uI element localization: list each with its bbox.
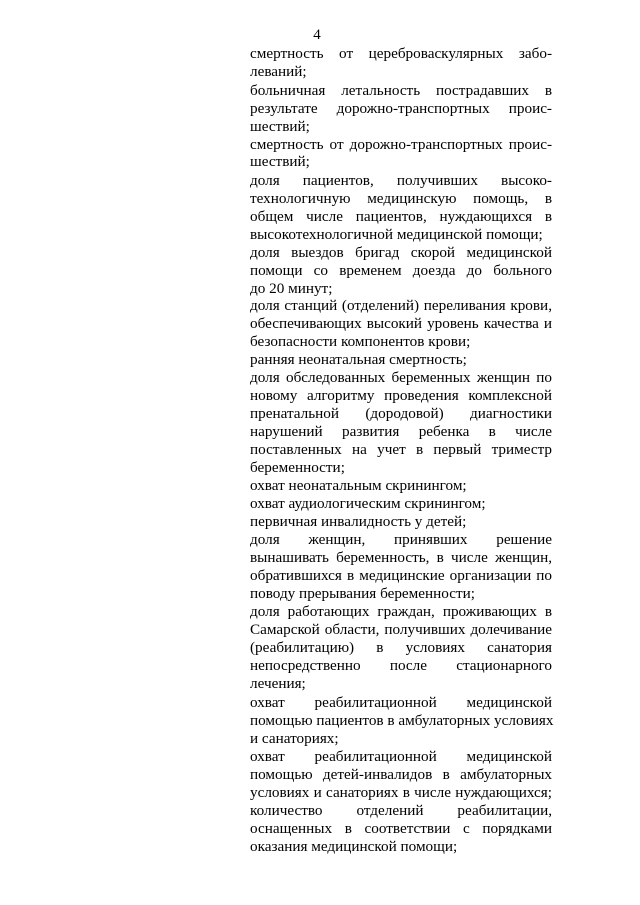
text-line: помощью детей-инвалидов в амбулаторных (250, 766, 552, 783)
text-line: Самарской области, получивших долечивание (250, 621, 552, 638)
text-line: смертность от дорожно-транспортных проис- (250, 136, 552, 153)
text-line: доля обследованных беременных женщин по (250, 369, 552, 386)
text-line: обратившихся в медицинские организации по (250, 567, 552, 584)
text-line: безопасности компонентов крови; (250, 333, 471, 350)
text-line: вынашивать беременность, в числе женщин, (250, 549, 552, 566)
text-line: пренатальной (дородовой) диагностики (250, 405, 552, 422)
text-line: доля станций (отделений) переливания крови, (250, 297, 552, 314)
text-line: доля выездов бригад скорой медицинской (250, 244, 552, 261)
text-line: до 20 минут; (250, 280, 333, 297)
text-line: лечения; (250, 675, 306, 692)
text-line: доля женщин, принявших решение (250, 531, 552, 548)
text-line: поставленных на учет в первый триместр (250, 441, 552, 458)
text-line: смертность от цереброваскулярных забо- (250, 45, 552, 62)
text-line: условиях и санаториях в числе нуждающихся; (250, 784, 552, 801)
text-line: больничная летальность пострадавших в (250, 82, 552, 99)
text-line: доля работающих граждан, проживающих в (250, 603, 552, 620)
text-line: нарушений развития ребенка в числе (250, 423, 552, 440)
text-line: охват неонатальным скринингом; (250, 477, 467, 494)
text-line: первичная инвалидность у детей; (250, 513, 467, 530)
text-line: поводу прерывания беременности; (250, 585, 475, 602)
text-line: обеспечивающих высокий уровень качества и (250, 315, 552, 332)
text-line: оснащенных в соответствии с порядками (250, 820, 552, 837)
text-line: высокотехнологичной медицинской помощи; (250, 226, 543, 243)
text-line: новому алгоритму проведения комплексной (250, 387, 552, 404)
text-line: помощи со временем доезда до больного (250, 262, 552, 279)
text-line: леваний; (250, 63, 307, 80)
text-line: ранняя неонатальная смертность; (250, 351, 467, 368)
text-line: шествий; (250, 153, 310, 170)
text-line: оказания медицинской помощи; (250, 838, 458, 855)
text-line: охват аудиологическим скринингом; (250, 495, 486, 512)
text-line: охват реабилитационной медицинской (250, 748, 552, 765)
text-line: охват реабилитационной медицинской (250, 694, 552, 711)
text-line: количество отделений реабилитации, (250, 802, 552, 819)
text-line: помощью пациентов в амбулаторных условиях (250, 712, 554, 729)
text-line: (реабилитацию) в условиях санатория (250, 639, 552, 656)
text-line: доля пациентов, получивших высоко- (250, 172, 552, 189)
text-line: непосредственно после стационарного (250, 657, 552, 674)
text-line: и санаториях; (250, 730, 339, 747)
text-line: технологичную медицинскую помощь, в (250, 190, 552, 207)
text-line: результате дорожно-транспортных проис- (250, 100, 552, 117)
page-number: 4 (313, 27, 321, 43)
text-line: шествий; (250, 118, 310, 135)
text-line: беременности; (250, 459, 345, 476)
text-line: общем числе пациентов, нуждающихся в (250, 208, 552, 225)
